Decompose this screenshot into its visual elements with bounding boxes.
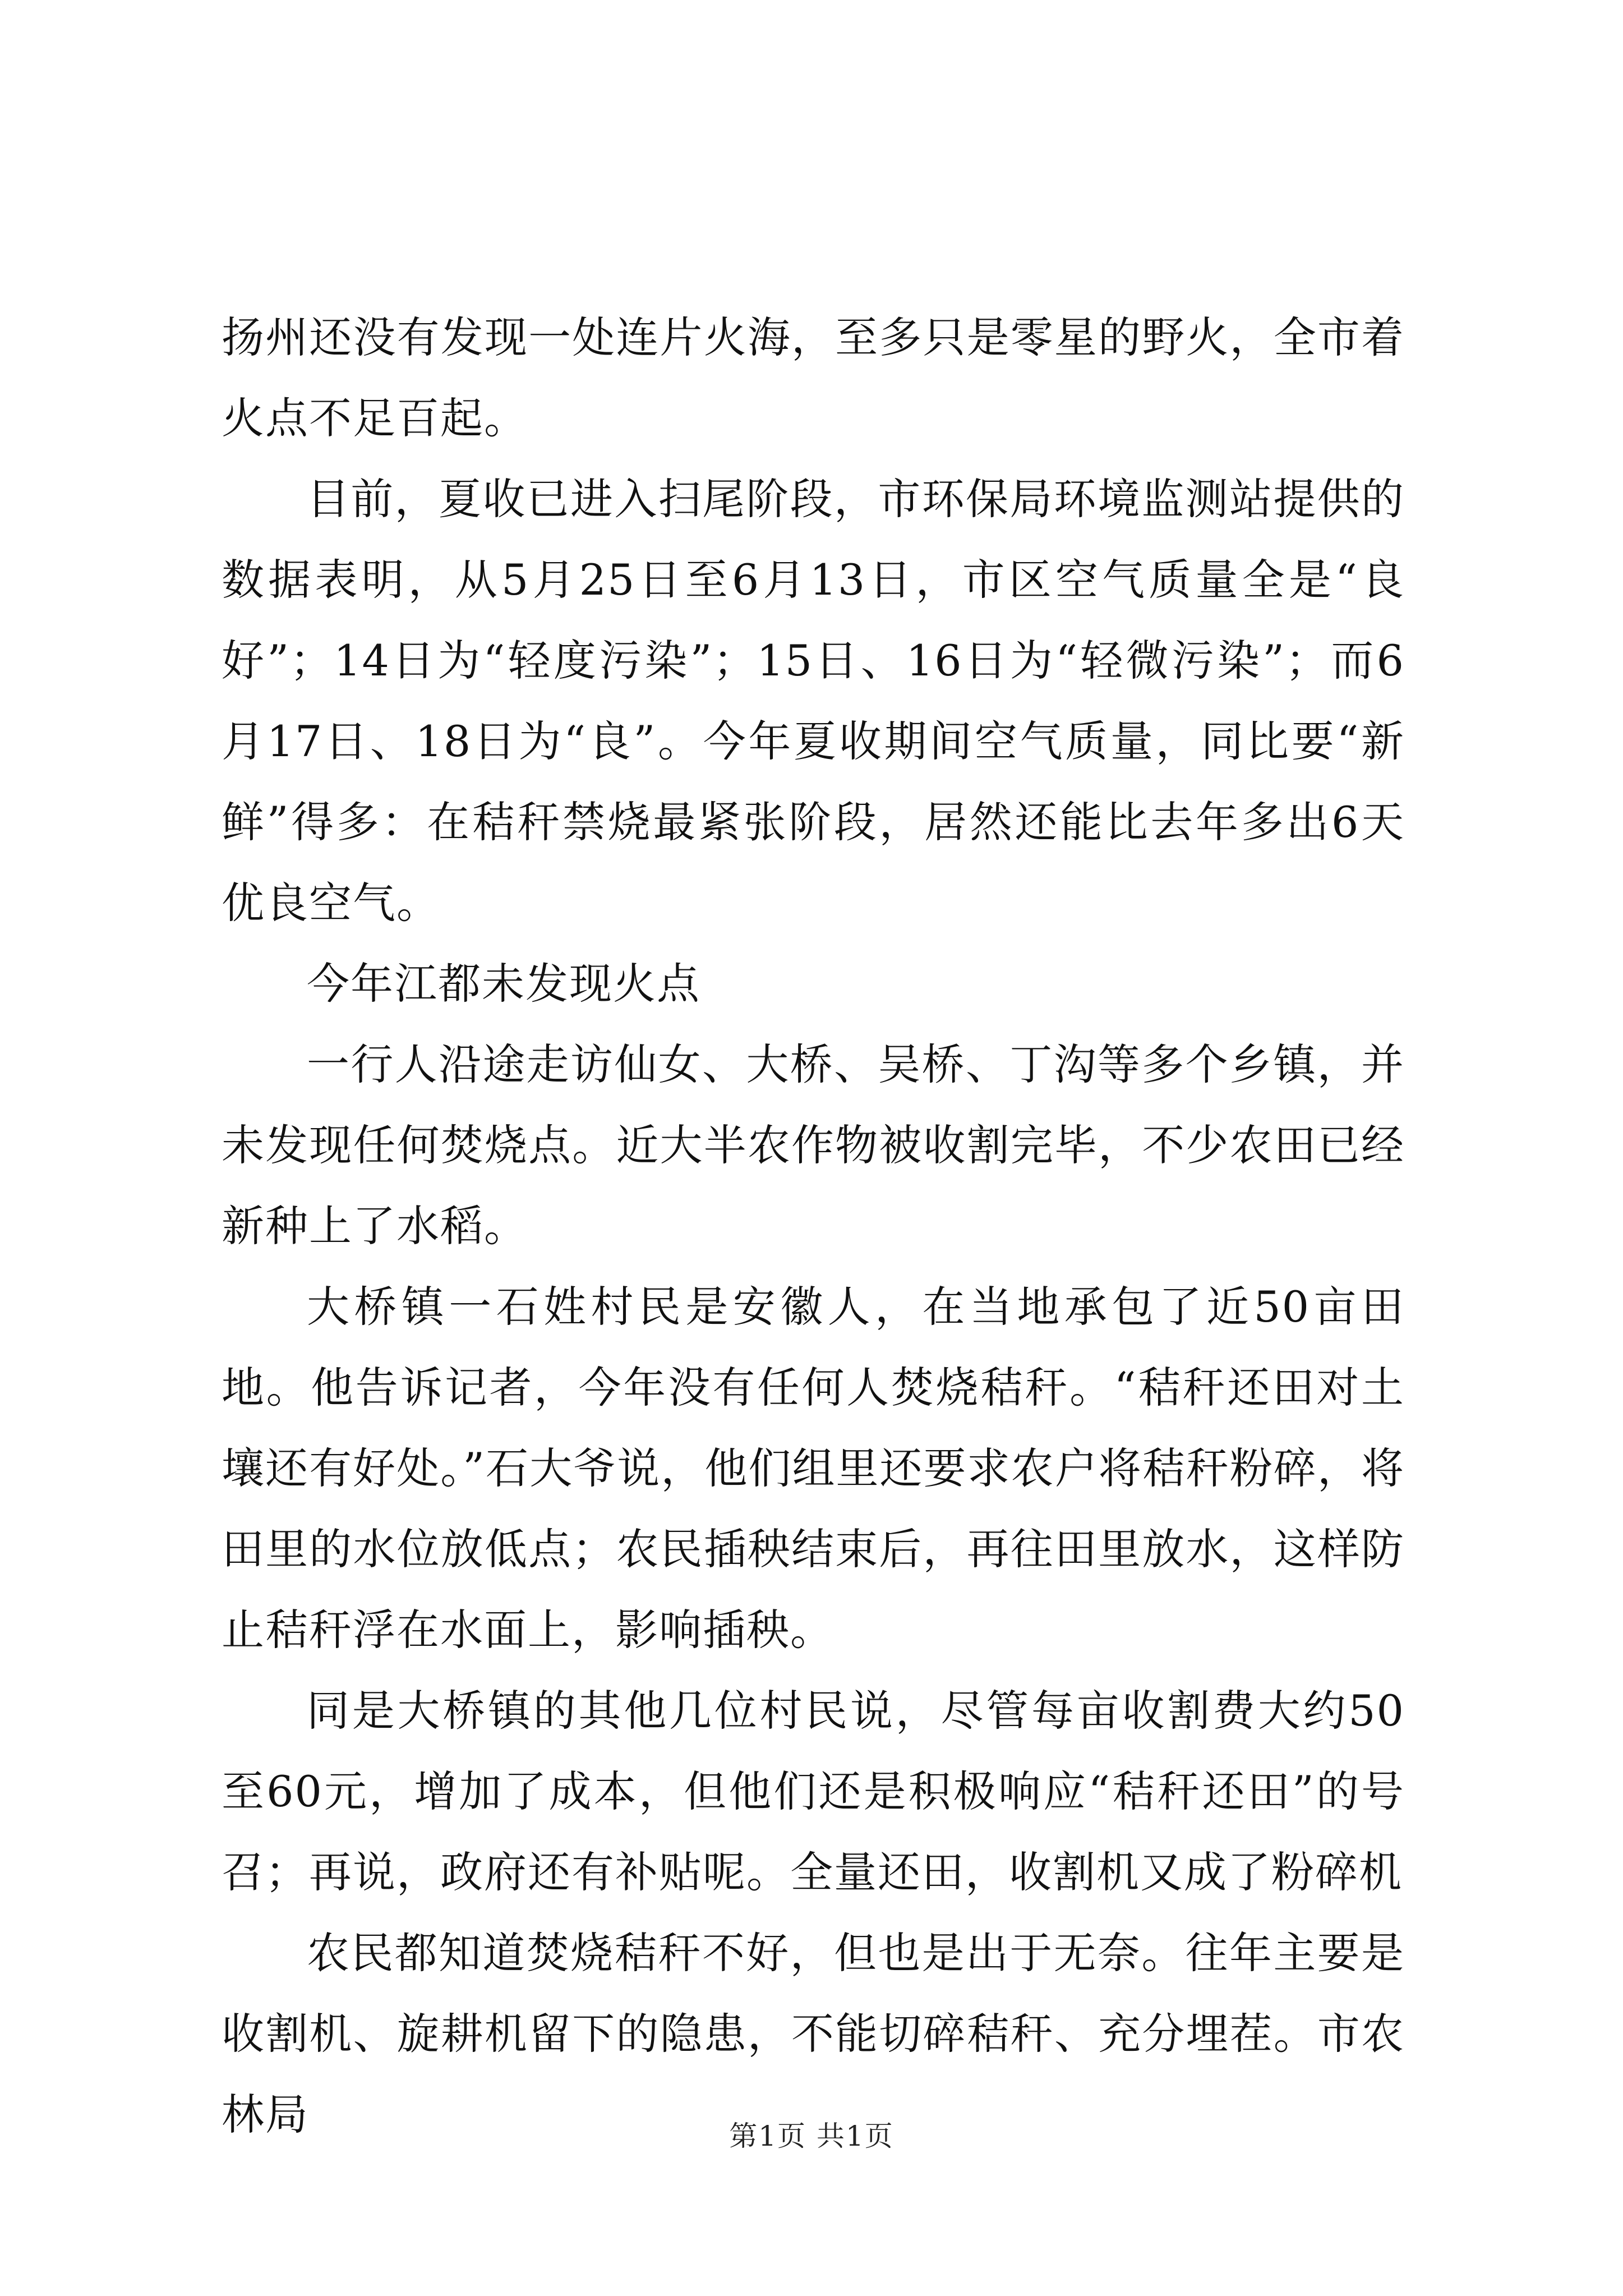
paragraph-continuation: 扬州还没有发现一处连片火海，至多只是零星的野火，全市着火点不足百起。 bbox=[222, 312, 1405, 443]
document-body bbox=[222, 297, 1405, 2155]
paragraph-visit: 一行人沿途走访仙女、大桥、吴桥、丁沟等多个乡镇，并未发现任何焚烧点。近大半农作物被收割完毕，不少农田已经新种上了水稻。 bbox=[222, 1039, 1405, 1251]
paragraph-air-quality: 目前，夏收已进入扫尾阶段，市环保局环境监测站提供的数据表明，从5月25日至6月13日，市区空气质量全是“良好”；14日为“轻度污染”；15日、16日为“轻微污染”；而6月17日、18日为“良”。今年夏收期间空气质量，同比要“新鲜”得多：在秸秆禁烧最紧张阶段，居然还能比去年多出6天优良空气。 bbox=[222, 474, 1405, 928]
paragraph-other-villagers: 同是大桥镇的其他几位村民说，尽管每亩收割费大约50至60元，增加了成本，但他们还是积极响应“秸秆还田”的号召；再说，政府还有补贴呢。全量还田，收割机又成了粉碎机 bbox=[222, 1686, 1405, 1897]
page-footer: 第1页 共1页 bbox=[729, 2120, 894, 2152]
paragraph-farmers: 农民都知道焚烧秸秆不好，但也是出于无奈。往年主要是收割机、旋耕机留下的隐患，不能切碎秸秆、充分埋茬。市农林局 bbox=[222, 1928, 1405, 2139]
section-heading-jiangdu: 今年江都未发现火点 bbox=[307, 959, 700, 1009]
paragraph-villager-shi: 大桥镇一石姓村民是安徽人，在当地承包了近50亩田地。他告诉记者，今年没有任何人焚烧秸秆。“秸秆还田对土壤还有好处。”石大爷说，他们组里还要求农户将秸秆粉碎，将田里的水位放低点；农民插秧结束后，再往田里放水，这样防止秸秆浮在水面上，影响插秧。 bbox=[222, 1282, 1405, 1655]
